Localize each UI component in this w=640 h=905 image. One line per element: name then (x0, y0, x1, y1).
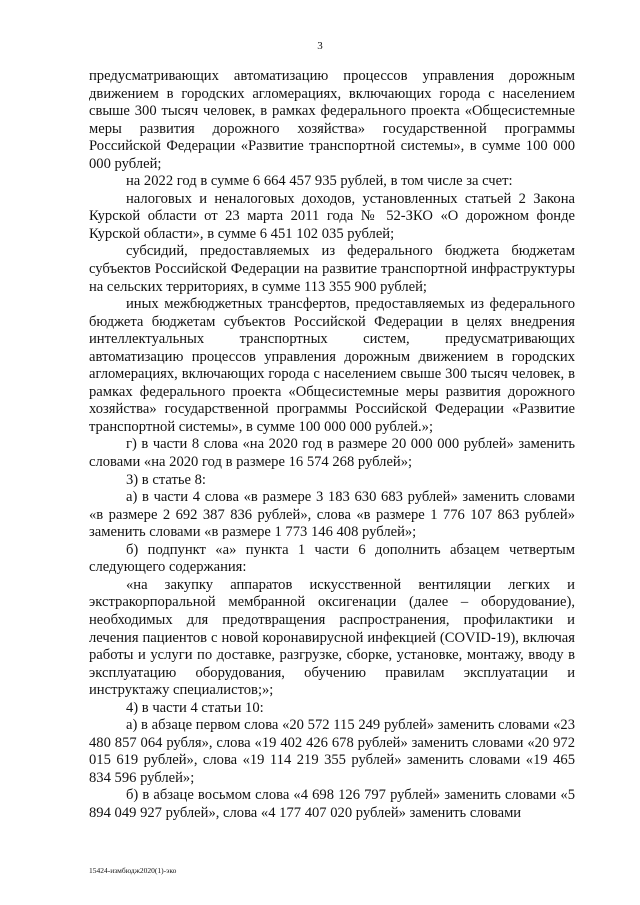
paragraph: б) в абзаце восьмом слова «4 698 126 797 рублей» заменить словами «5 894 049 927 рублей», слова «4 177 407 020 рублей» заменить словами (89, 787, 575, 821)
document-body (89, 68, 575, 823)
paragraph: предусматривающих автоматизацию процессов управления дорожным движением в городских агломерациях, включающих города с населением свыше 300 тысяч человек, в рамках федерального проекта «Общесистемные меры развития дорожного хозяйства» государственной программы Российской Федерации «Развитие транспортной системы», в сумме 100 000 000 рублей; (89, 68, 575, 172)
paragraph: 3) в статье 8: (126, 471, 206, 488)
paragraph: на 2022 год в сумме 6 664 457 935 рублей, в том числе за счет: (126, 173, 513, 190)
page-number: 3 (317, 40, 323, 52)
paragraph: б) подпункт «а» пункта 1 части 6 дополнить абзацем четвертым следующего содержания: (89, 541, 575, 576)
footer-document-code: 15424-измбюдж2020(1)-эко (89, 866, 177, 875)
paragraph: а) в части 4 слова «в размере 3 183 630 683 рублей» заменить словами «в размере 2 692 387 836 рублей», слова «в размере 1 776 107 863 рублей» заменить словами «в размере 1 773 146 408 рублей»; (89, 489, 575, 541)
paragraph: налоговых и неналоговых доходов, установленных статьей 2 Закона Курской области от 23 марта 2011 года № 52-ЗКО «О дорожном фонде Курской области», в сумме 6 451 102 035 рублей; (89, 190, 575, 242)
paragraph: субсидий, предоставляемых из федерального бюджета бюджетам субъектов Российской Федерации на развитие транспортной инфраструктуры на сельских территориях, в сумме 113 355 900 рублей; (89, 243, 575, 295)
paragraph: 4) в части 4 статьи 10: (126, 699, 264, 716)
paragraph: «на закупку аппаратов искусственной вентиляции легких и экстракорпоральной мембранной оксигенации (далее – оборудование), необходимых для предотвращения распространения, профилактики и лечения пациентов с новой коронавирусной инфекцией (COVID-19), включая работы и услуги по доставке, разгрузке, сборке, установке, монтажу, вводу в эксплуатацию оборудования, обучению правилам эксплуатации и инструктажу специалистов;»; (89, 576, 575, 699)
paragraph: иных межбюджетных трансфертов, предоставляемых из федерального бюджета бюджетам субъектов Российской Федерации в целях внедрения интеллектуальных транспортных систем, предусматривающих автоматизацию процессов управления дорожным движением в городских агломерациях, включающих города с населением свыше 300 тысяч человек, в рамках федерального проекта «Общесистемные меры развития дорожного хозяйства» государственной программы Российской Федерации «Развитие транспортной системы», в сумме 100 000 000 рублей.»; (89, 296, 575, 435)
paragraph: г) в части 8 слова «на 2020 год в размере 20 000 000 рублей» заменить словами «на 2020 год в размере 16 574 268 рублей»; (89, 436, 575, 471)
paragraph: а) в абзаце первом слова «20 572 115 249 рублей» заменить словами «23 480 857 064 рубля», слова «19 402 426 678 рублей» заменить словами «20 972 015 619 рублей», слова «19 114 219 355 рублей» заменить словами «19 465 834 596 рублей»; (89, 717, 575, 786)
